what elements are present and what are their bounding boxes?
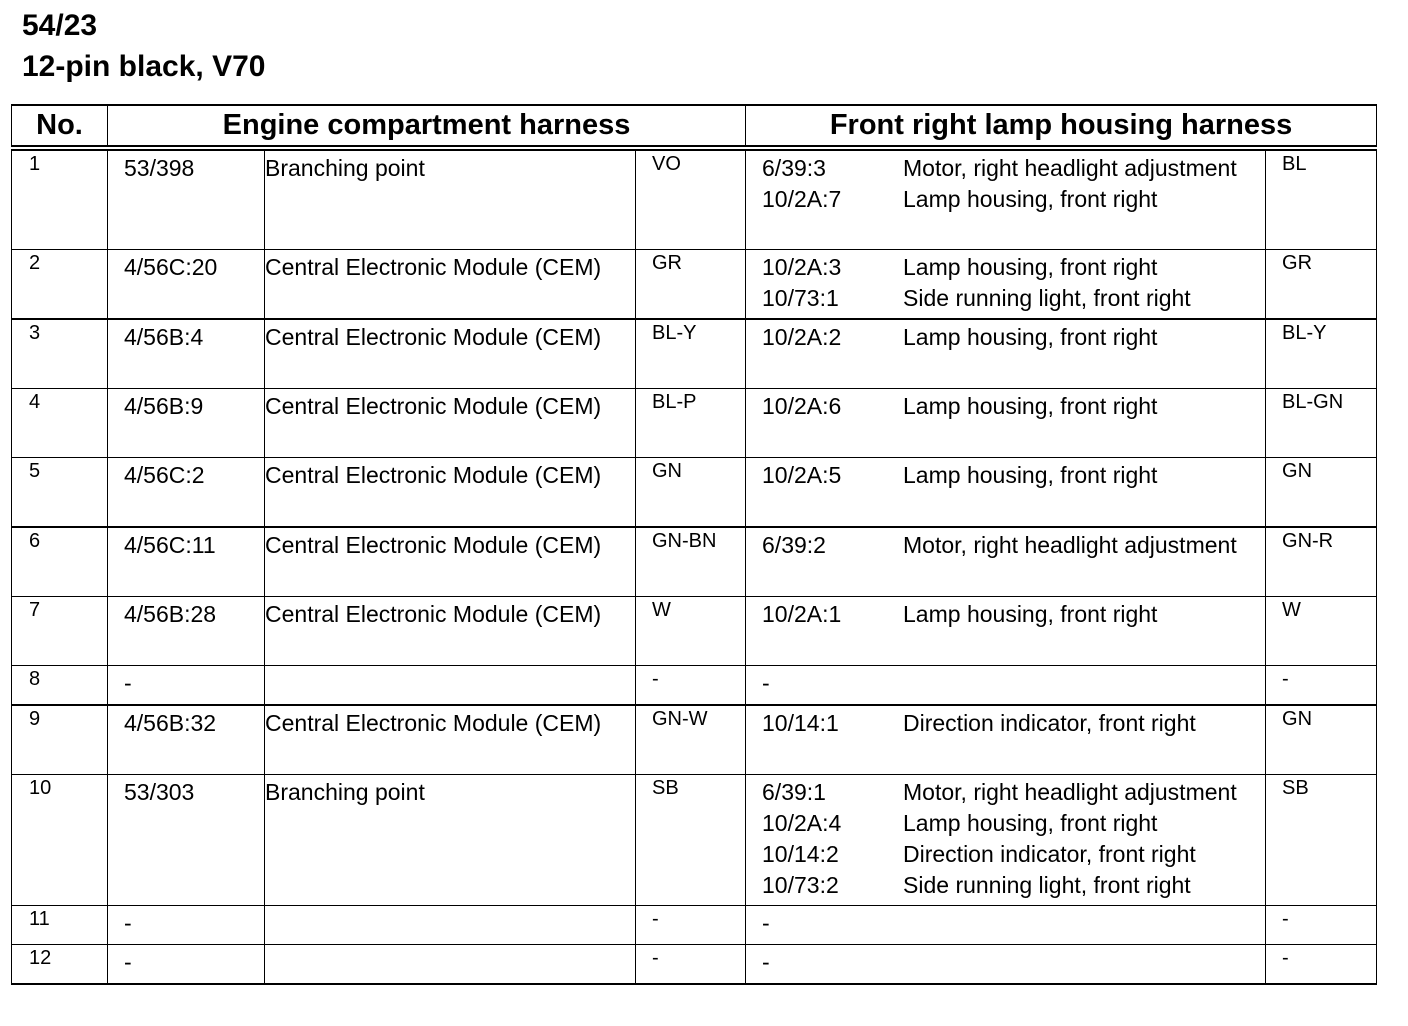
- engine-harness-color: SB: [636, 775, 746, 906]
- table-row: [12, 945, 1377, 985]
- table-row: [12, 319, 1377, 389]
- front-harness-connections: [746, 666, 1266, 706]
- table-row: [12, 597, 1377, 666]
- front-harness-connections: [746, 458, 1266, 528]
- column-header-front-harness: Front right lamp housing harness: [746, 105, 1377, 148]
- engine-harness-color: GR: [636, 250, 746, 320]
- engine-harness-id: 53/303: [108, 775, 265, 906]
- engine-harness-id: 53/398: [108, 148, 265, 250]
- front-harness-id: -: [762, 949, 770, 975]
- pin-number: 1: [12, 148, 108, 250]
- pin-number: 2: [12, 250, 108, 320]
- engine-harness-id: 4/56C:11: [108, 527, 265, 597]
- pin-number: 11: [12, 906, 108, 945]
- engine-harness-description: [265, 906, 636, 945]
- front-harness-description: Lamp housing, front right: [903, 810, 1158, 836]
- engine-harness-description: [265, 945, 636, 985]
- front-harness-color: -: [1266, 666, 1377, 706]
- engine-harness-color: -: [636, 666, 746, 706]
- front-harness-color: SB: [1266, 775, 1377, 906]
- front-harness-description: Direction indicator, front right: [903, 841, 1196, 867]
- front-harness-id: -: [762, 910, 770, 936]
- pin-number: 7: [12, 597, 108, 666]
- engine-harness-color: -: [636, 945, 746, 985]
- engine-harness-id: -: [108, 945, 265, 985]
- engine-harness-id: -: [108, 906, 265, 945]
- engine-harness-id: 4/56B:4: [108, 319, 265, 389]
- engine-harness-description: Central Electronic Module (CEM): [265, 319, 636, 389]
- table-row: [12, 389, 1377, 458]
- engine-harness-description: Central Electronic Module (CEM): [265, 527, 636, 597]
- front-harness-connections: [746, 775, 1266, 906]
- front-harness-color: -: [1266, 906, 1377, 945]
- table-row: [12, 458, 1377, 528]
- engine-harness-color: GN-BN: [636, 527, 746, 597]
- front-harness-description: Motor, right headlight adjustment: [903, 779, 1237, 805]
- front-harness-connections: [746, 319, 1266, 389]
- engine-harness-description: Central Electronic Module (CEM): [265, 705, 636, 775]
- engine-harness-description: Central Electronic Module (CEM): [265, 597, 636, 666]
- front-harness-color: GN-R: [1266, 527, 1377, 597]
- column-header-engine-harness: Engine compartment harness: [108, 105, 746, 148]
- front-harness-connections: [746, 906, 1266, 945]
- engine-harness-id: 4/56B:28: [108, 597, 265, 666]
- pin-number: 6: [12, 527, 108, 597]
- front-harness-description: Side running light, front right: [903, 872, 1191, 898]
- front-harness-description: Motor, right headlight adjustment: [903, 155, 1237, 181]
- pin-number: 3: [12, 319, 108, 389]
- front-harness-id: 10/2A:7: [762, 186, 842, 212]
- engine-harness-description: Central Electronic Module (CEM): [265, 250, 636, 320]
- engine-harness-id: -: [108, 666, 265, 706]
- front-harness-color: W: [1266, 597, 1377, 666]
- front-harness-connections: [746, 527, 1266, 597]
- engine-harness-color: BL-Y: [636, 319, 746, 389]
- connector-description: 12-pin black, V70: [22, 50, 266, 83]
- front-harness-connections: [746, 945, 1266, 985]
- engine-harness-color: GN-W: [636, 705, 746, 775]
- front-harness-id: 6/39:2: [762, 532, 826, 558]
- table-row: [12, 148, 1377, 250]
- front-harness-color: GR: [1266, 250, 1377, 320]
- front-harness-id: 10/2A:6: [762, 393, 842, 419]
- pin-number: 4: [12, 389, 108, 458]
- front-harness-connections: [746, 597, 1266, 666]
- engine-harness-color: BL-P: [636, 389, 746, 458]
- table-row: [12, 906, 1377, 945]
- engine-harness-id: 4/56B:9: [108, 389, 265, 458]
- front-harness-color: BL-Y: [1266, 319, 1377, 389]
- front-harness-description: Lamp housing, front right: [903, 601, 1158, 627]
- front-harness-id: 6/39:1: [762, 779, 826, 805]
- pin-number: 12: [12, 945, 108, 985]
- table-header-row: [12, 105, 1377, 148]
- front-harness-color: -: [1266, 945, 1377, 985]
- front-harness-color: BL-GN: [1266, 389, 1377, 458]
- front-harness-description: Lamp housing, front right: [903, 186, 1158, 212]
- engine-harness-color: -: [636, 906, 746, 945]
- engine-harness-color: GN: [636, 458, 746, 528]
- front-harness-id: 10/14:2: [762, 841, 839, 867]
- pin-number: 8: [12, 666, 108, 706]
- pin-table: [11, 104, 1377, 985]
- table-row: [12, 705, 1377, 775]
- front-harness-color: BL: [1266, 148, 1377, 250]
- engine-harness-id: 4/56C:20: [108, 250, 265, 320]
- engine-harness-description: [265, 666, 636, 706]
- engine-harness-id: 4/56B:32: [108, 705, 265, 775]
- front-harness-id: 10/73:2: [762, 872, 839, 898]
- front-harness-color: GN: [1266, 458, 1377, 528]
- engine-harness-description: Central Electronic Module (CEM): [265, 458, 636, 528]
- front-harness-id: 10/2A:1: [762, 601, 842, 627]
- front-harness-id: 6/39:3: [762, 155, 826, 181]
- engine-harness-color: VO: [636, 148, 746, 250]
- front-harness-description: Side running light, front right: [903, 285, 1191, 311]
- front-harness-description: Motor, right headlight adjustment: [903, 532, 1237, 558]
- front-harness-description: Direction indicator, front right: [903, 710, 1196, 736]
- front-harness-connections: [746, 250, 1266, 320]
- front-harness-description: Lamp housing, front right: [903, 254, 1158, 280]
- front-harness-connections: [746, 389, 1266, 458]
- engine-harness-id: 4/56C:2: [108, 458, 265, 528]
- column-header-no: No.: [12, 105, 108, 148]
- front-harness-id: 10/2A:3: [762, 254, 842, 280]
- engine-harness-color: W: [636, 597, 746, 666]
- front-harness-id: 10/2A:5: [762, 462, 842, 488]
- front-harness-color: GN: [1266, 705, 1377, 775]
- front-harness-id: -: [762, 670, 770, 696]
- front-harness-id: 10/73:1: [762, 285, 839, 311]
- connector-id: 54/23: [22, 9, 98, 42]
- table-row: [12, 666, 1377, 706]
- table-row: [12, 775, 1377, 906]
- front-harness-connections: [746, 705, 1266, 775]
- engine-harness-description: Central Electronic Module (CEM): [265, 389, 636, 458]
- engine-harness-description: Branching point: [265, 148, 636, 250]
- engine-harness-description: Branching point: [265, 775, 636, 906]
- pin-number: 5: [12, 458, 108, 528]
- front-harness-connections: [746, 148, 1266, 250]
- front-harness-id: 10/2A:2: [762, 324, 842, 350]
- table-row: [12, 250, 1377, 320]
- front-harness-id: 10/14:1: [762, 710, 839, 736]
- front-harness-description: Lamp housing, front right: [903, 324, 1158, 350]
- pin-number: 9: [12, 705, 108, 775]
- front-harness-description: Lamp housing, front right: [903, 462, 1158, 488]
- front-harness-description: Lamp housing, front right: [903, 393, 1158, 419]
- front-harness-id: 10/2A:4: [762, 810, 842, 836]
- pin-number: 10: [12, 775, 108, 906]
- table-row: [12, 527, 1377, 597]
